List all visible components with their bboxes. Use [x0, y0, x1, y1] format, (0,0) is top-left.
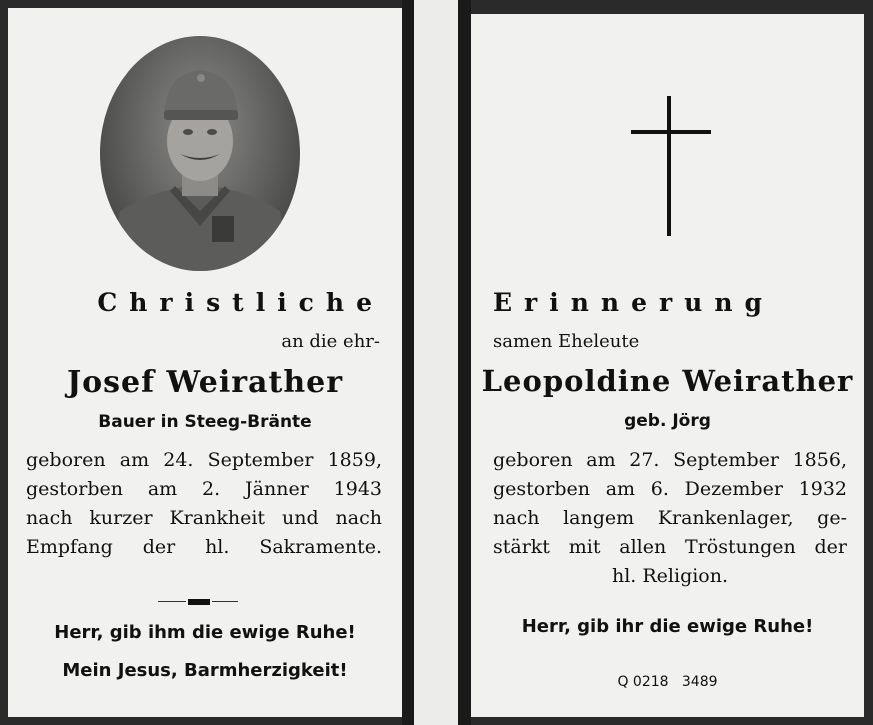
deceased-name: Josef Weirather: [66, 365, 344, 400]
heading-christliche: Christliche: [97, 288, 384, 317]
memorial-card-right: [471, 14, 864, 717]
prayer-line-1: Herr, gib ihm die ewige Ruhe!: [54, 622, 356, 643]
biography-text: [493, 446, 847, 591]
occupation: Bauer in Steeg-Bränte: [98, 412, 312, 432]
bio-line-4: stärkt mit allen Tröstungen der: [493, 536, 847, 558]
bio-line-5: hl. Religion.: [611, 565, 729, 587]
prayer-line: Herr, gib ihr die ewige Ruhe!: [521, 616, 814, 637]
bio-line-4: Empfang der hl. Sakramente.: [26, 536, 382, 558]
memorial-card-left: [8, 8, 402, 717]
print-code: Q 0218 3489: [617, 674, 718, 690]
portrait-photo: [100, 36, 300, 271]
maiden-name: geb. Jörg: [624, 411, 711, 431]
biography-text: [26, 446, 382, 562]
soldier-portrait-image: [100, 36, 300, 271]
divider-ornament: [158, 599, 238, 605]
card-fold-gutter: [414, 0, 458, 725]
bio-line-3: nach langem Krankenlager, ge-: [493, 507, 847, 529]
card-fold-shadow-left: [402, 0, 414, 725]
bio-line-1: geboren am 27. September 1856,: [493, 449, 847, 471]
bio-line-3: nach kurzer Krankheit und nach: [26, 507, 382, 529]
heading-erinnerung: Erinnerung: [493, 288, 774, 317]
card-fold-shadow-right: [458, 0, 471, 725]
bio-line-2: gestorben am 2. Jänner 1943: [26, 478, 382, 500]
heading-continuation: an die ehr-: [281, 331, 380, 352]
cross-icon: [631, 96, 711, 236]
prayer-line-2: Mein Jesus, Barmherzigkeit!: [62, 660, 348, 681]
deceased-name: Leopoldine Weirather: [481, 364, 854, 398]
bio-line-1: geboren am 24. September 1859,: [26, 449, 382, 471]
bio-line-2: gestorben am 6. Dezember 1932: [493, 478, 847, 500]
heading-continuation: samen Eheleute: [493, 331, 640, 352]
